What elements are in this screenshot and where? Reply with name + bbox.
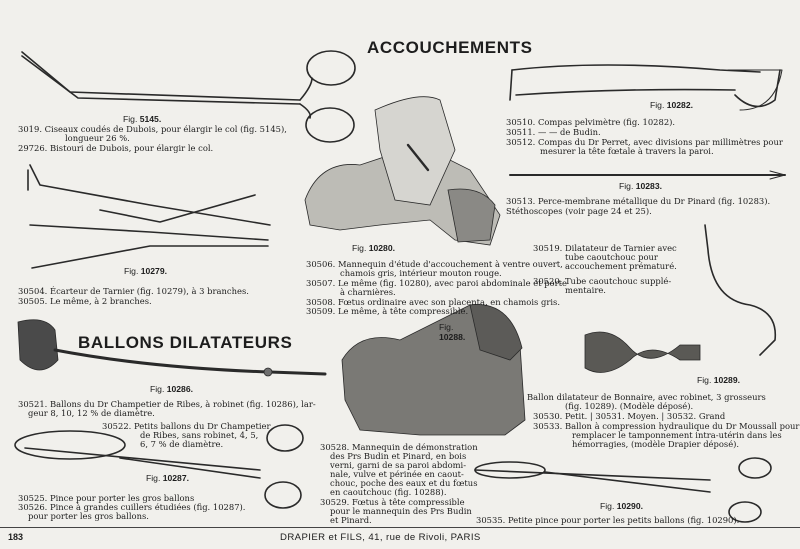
footer-rule xyxy=(0,527,800,528)
item-30528-cont4: chouc, poche des eaux et du fœtus xyxy=(330,478,478,488)
fig-caption-10287: Fig. 10287. xyxy=(146,473,190,483)
item-30525: 30525. Pince pour porter les gros ballons xyxy=(18,493,195,503)
item-bonnaire: Ballon dilatateur de Bonnaire, avec robinet, 3 grosseurs xyxy=(527,392,766,402)
fig-caption-10290: Fig. 10290. xyxy=(600,501,644,511)
footer-imprint: DRAPIER et FILS, 41, rue de Rivoli, PARIS xyxy=(280,532,481,543)
item-30528-cont2: verni, garni de sa paroi abdomi- xyxy=(330,460,467,470)
item-30522-cont2: 6, 7 % de diamètre. xyxy=(140,439,224,449)
item-30506: 30506. Mannequin d'étude d'accouchement à ventre ouvert, xyxy=(306,259,563,269)
fig-caption-5145: Fig. 5145. xyxy=(123,114,162,124)
item-30520-cont: mentaire. xyxy=(565,285,606,295)
small-forceps-illustration xyxy=(0,0,1,1)
item-bonnaire-cont: (fig. 10289). (Modèle déposé). xyxy=(565,401,694,411)
item-30521: 30521. Ballons du Dr Champetier de Ribes, à robinet (fig. 10286), lar- xyxy=(18,399,316,409)
item-30520: 30520. Tube caoutchouc supplé- xyxy=(533,276,672,286)
item-30528-cont3: nale, vulve et périnée en caout- xyxy=(330,469,464,479)
item-30504: 30504. Écarteur de Tarnier (fig. 10279), à 3 branches. xyxy=(18,286,249,296)
item-30510: 30510. Compas pelvimètre (fig. 10282). xyxy=(506,117,676,127)
item-30507: 30507. Le même (fig. 10280), avec paroi abdominale et porte xyxy=(306,278,567,288)
item-30519-cont1: tube caoutchouc pour xyxy=(565,252,658,262)
item-30533: 30533. Ballon à compression hydraulique du Dr Moussall pour xyxy=(533,421,800,431)
page-title: ACCOUCHEMENTS xyxy=(367,38,533,57)
item-30529: 30529. Fœtus à tête compressible xyxy=(320,497,465,507)
item-30513: 30513. Perce-membrane métallique du Dr Pinard (fig. 10283). xyxy=(506,196,771,206)
item-30526-cont: pour porter les gros ballons. xyxy=(28,511,149,521)
item-30506-cont: chamois gris, intérieur mouton rouge. xyxy=(340,268,502,278)
page-number: 183 xyxy=(8,532,24,542)
item-30519: 30519. Dilatateur de Tarnier avec xyxy=(533,243,677,253)
item-3019: 3019. Ciseaux coudés de Dubois, pour élargir le col (fig. 5145), xyxy=(18,124,287,134)
fig-caption-10288: Fig. 10288. xyxy=(439,322,466,342)
item-30521-cont: geur 8, 10, 12 % de diamètre. xyxy=(28,408,155,418)
item-stethoscopes: Stéthoscopes (voir page 24 et 25). xyxy=(506,206,652,216)
item-30522: 30522. Petits ballons du Dr Champetier xyxy=(102,421,271,431)
item-30533-cont2: hémorragies, (modèle Drapier déposé). xyxy=(572,439,740,449)
fig-caption-10279: Fig. 10279. xyxy=(124,266,168,276)
section-title: BALLONS DILATATEURS xyxy=(78,333,293,352)
item-30529-cont2: et Pinard. xyxy=(330,515,372,525)
item-30507-cont: à charnières. xyxy=(340,287,396,297)
item-30511: 30511. — — de Budin. xyxy=(506,127,601,137)
fig-caption-10289: Fig. 10289. xyxy=(697,375,741,385)
item-3019-cont: longueur 26 %. xyxy=(65,133,130,143)
item-30528-cont1: des Prs Budin et Pinard, en bois xyxy=(330,451,467,461)
fig-caption-10286: Fig. 10286. xyxy=(150,384,194,394)
item-30529-cont1: pour le mannequin des Prs Budin xyxy=(330,506,472,516)
item-30508: 30508. Fœtus ordinaire avec son placenta, en chamois gris. xyxy=(306,297,560,307)
item-30535: 30535. Petite pince pour porter les petits ballons (fig. 10290). xyxy=(476,515,740,525)
item-30509: 30509. Le même, à tête compressible. xyxy=(306,306,469,316)
fig-caption-10280: Fig. 10280. xyxy=(352,243,396,253)
fig-caption-10283: Fig. 10283. xyxy=(619,181,663,191)
item-29726: 29726. Bistouri de Dubois, pour élargir le col. xyxy=(18,143,214,153)
item-30522-cont1: de Ribes, sans robinet, 4, 5, xyxy=(140,430,259,440)
item-30533-cont1: remplacer le tamponnement intra-utérin dans les xyxy=(572,430,782,440)
item-30512-cont: mesurer la tête fœtale à travers la paroi. xyxy=(540,146,714,156)
item-30530-32: 30530. Petit. | 30531. Moyen. | 30532. Grand xyxy=(533,411,726,421)
item-30526: 30526. Pince à grandes cuillers étudiées (fig. 10287). xyxy=(18,502,246,512)
item-30519-cont2: accouchement prématuré. xyxy=(565,261,677,271)
item-30512: 30512. Compas du Dr Perret, avec divisions par millimètres pour xyxy=(506,137,783,147)
item-30505: 30505. Le même, à 2 branches. xyxy=(18,296,152,306)
fig-caption-10282: Fig. 10282. xyxy=(650,100,694,110)
item-30528: 30528. Mannequin de démonstration xyxy=(320,442,478,452)
item-30528-cont5: en caoutchouc (fig. 10288). xyxy=(330,487,447,497)
